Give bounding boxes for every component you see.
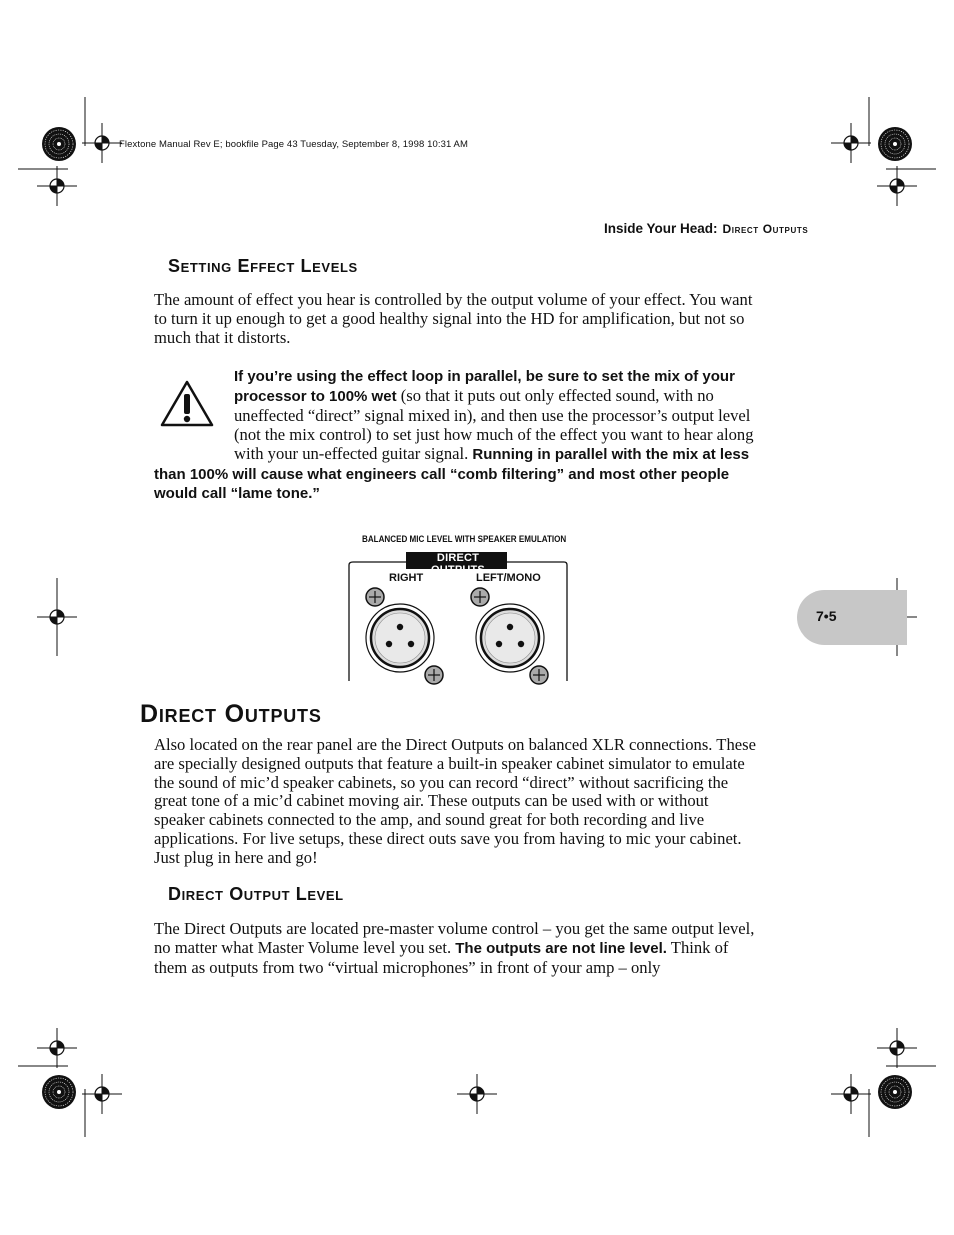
section-heading-direct-output-level: Direct Output Level: [168, 884, 344, 904]
print-slug: Flextone Manual Rev E; bookfile Page 43 Tuesday, September 8, 1998 10:31 AM: [119, 139, 469, 150]
warning-bold-tail: Running in parallel with the mix at less than 100% will cause what engineers call “comb filtering” and most other people would call “lame tone.”: [154, 445, 750, 503]
setting-levels-paragraph: The amount of effect you hear is controlled by the output volume of your effect. You want to turn it up enough to get a good healthy signal into the HD for amplification, but not so much that it distorts.: [154, 290, 753, 347]
warning-text: (so that it puts out only effected sound, with no uneffected “direct” signal mixed in), and then use the processor’s output level (not the mix control) to set just how much of the effect you want to hear along with your un-effected guitar signal.: [234, 385, 754, 463]
xlr-jack-right: [366, 604, 434, 672]
registration-star-icon: [42, 1075, 76, 1109]
panel-title: DIRECT OUTPUTS: [431, 552, 485, 576]
registration-target-icon: [831, 1074, 871, 1114]
registration-star-icon: [42, 127, 76, 161]
registration-target-icon: [877, 166, 917, 206]
chapter-tab: [797, 590, 907, 645]
xlr-jack-left-mono: [476, 604, 544, 672]
registration-star-icon: [878, 127, 912, 161]
screw-icon: [366, 588, 384, 606]
running-head-title: Inside Your Head:: [604, 221, 718, 236]
running-head: [604, 221, 808, 236]
registration-target-icon: [82, 1074, 122, 1114]
registration-target-icon: [457, 1074, 497, 1114]
running-head-section: Direct Outputs: [722, 222, 809, 236]
page-number: 7•5: [816, 608, 837, 624]
screw-icon: [425, 666, 443, 684]
chapter-heading-direct-outputs: Direct Outputs: [140, 700, 322, 728]
level-text-lead: The Direct Outputs are located pre-master volume control – you get the same output level, no matter what Master Volume level you set.: [154, 919, 755, 957]
warning-note: [154, 367, 758, 504]
jack-label-right: RIGHT: [389, 572, 424, 584]
registration-target-icon: [877, 1028, 917, 1068]
direct-output-level-paragraph: [154, 920, 758, 977]
screw-icon: [471, 588, 489, 606]
screw-icon: [530, 666, 548, 684]
registration-target-icon: [82, 123, 122, 163]
warning-bold-lead: If you’re using the effect loop in parallel, be sure to set the mix of your processor to 100% wet: [234, 368, 735, 405]
figure-caption: BALANCED MIC LEVEL WITH SPEAKER EMULATION: [362, 534, 567, 545]
registration-star-icon: [878, 1075, 912, 1109]
section-heading-setting-effect-levels: Setting Effect Levels: [168, 256, 358, 276]
registration-target-icon: [37, 1028, 77, 1068]
jack-label-left-mono: LEFT/MONO: [476, 572, 541, 584]
level-text-tail: Think of them as outputs from two “virtual microphones” in front of your amp – only: [154, 937, 729, 977]
direct-outputs-paragraph: Also located on the rear panel are the Direct Outputs on balanced XLR connections. These are specially designed outputs that feature a built-in speaker cabinet simulator to emulate the sound of mic’d speaker cabinets, so you can record “direct” without sacrificing the great tone of a mic’d cabinet moving air. These outputs can be used with or without speaker cabinets connected to the amp, and sound great for both recording and live applications. For live setups, these direct outs save you from having to mic your cabinet. Just plug in here and go!: [154, 735, 756, 867]
level-bold: The outputs are not line level.: [455, 939, 667, 957]
registration-target-icon: [37, 166, 77, 206]
registration-target-icon: [831, 123, 871, 163]
